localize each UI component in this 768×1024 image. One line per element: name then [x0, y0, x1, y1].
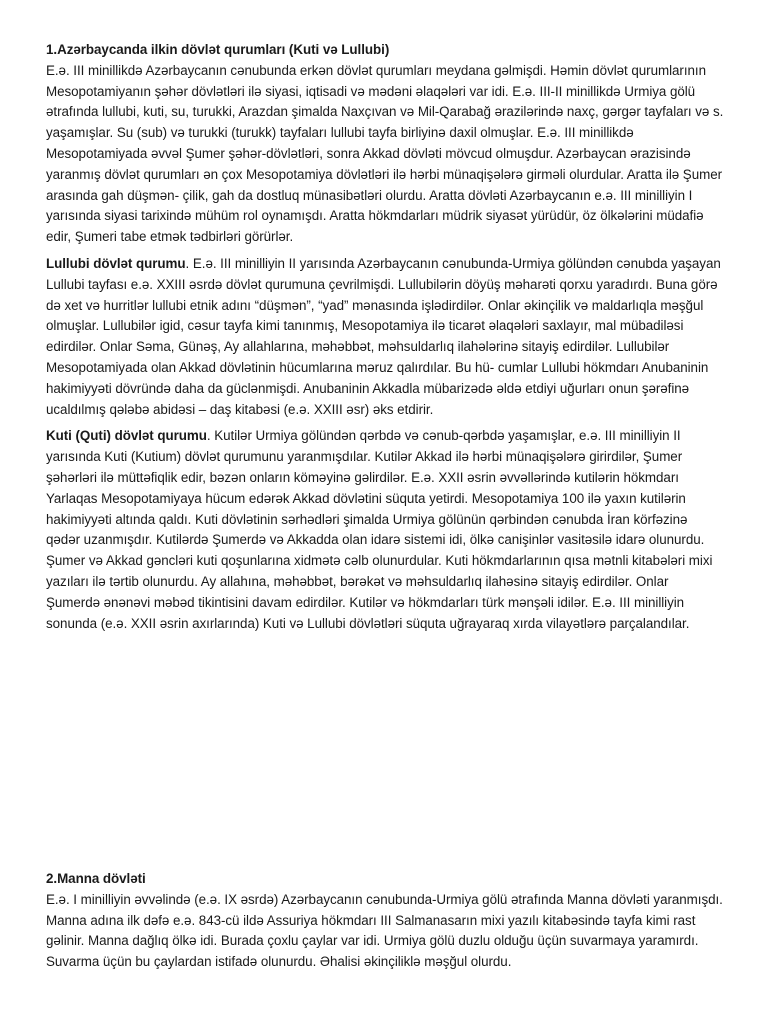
section-2-title: 2.Manna dövləti: [46, 871, 146, 886]
kuti-heading: Kuti (Quti) dövlət qurumu: [46, 428, 207, 444]
kuti-text: . Kutilər Urmiya gölündən qərbdə və cənub-qərbdə yaşamışlar, e.ə. III minilliyin II yarısında Kuti (Kutium) dövlət qurumunu yaranmışdılar. Kutilər Akkad ilə hərbi münaqişələrə girirdilər, Şumer şəhərləri ilə müttəfiqlik edir, bəzən onların köməyinə gəlirdilər. E.ə. XXII əsrin əvvəllərində kutilərin hökmdarı Yarlaqas Mesopotamiyaya hücum edərək Akkad dövlətini süquta yetirdi. Mesopotamiya 100 ilə yaxın kutilərin hakimiyyəti altında qaldı. Kuti dövlətinin sərhədləri şimalda Urmiya gölünün qərbindən cənubda İran körfəzinə qədər uzanmışdır. Kutilərdə Şumerdə və Akkadda olan idarə sistemi idi, ölkə canişinlər vasitəsilə idarə olunurdu. Şumer və Akkad gəncləri kuti qoşunlarına xidmətə cəlb olunurdular. Kuti hökmdarlarının qısa mətnli kitabələri mixi yazıları ilə tərtib olunurdu. Ay allahına, məhəbbət, bərəkət və məhsuldarlıq ilahəsinə sitayiş edirdilər. Onlar Şumerdə ənənəvi məbəd tikintisini davam edirdilər. Kutilər və hökmdarları türk mənşəli idilər. E.ə. III minilliyin sonunda (e.ə. XXII əsrin axırlarında) Kuti və Lullubi dövlətləri süquta uğrayaraq xırda vilayətlərə parçalandılar.: [46, 428, 713, 631]
lullubi-heading: Lullubi dövlət qurumu: [46, 255, 186, 271]
manna-paragraph: E.ə. I minilliyin əvvəlində (e.ə. IX əsrdə) Azərbaycanın cənubunda-Urmiya gölü ətrafında Manna dövləti yaranmışdı. Manna adına ilk dəfə e.ə. 843-cü ildə Assuriya hökmdarı III Salmanasarın mixi yazılı kitabəsində tayfa kimi rast gəlinir. Manna dağlıq ölkə idi. Burada çoxlu çaylar var idi. Urmiya gölü duzlu olduğu üçün suvarmaya yaramırdı. Suvarma üçün bu çaylardan istifadə olunurdu. Əhalisi əkinçiliklə məşğul olurdu.: [46, 891, 723, 970]
section-2: [46, 869, 724, 979]
lullubi-paragraph: [46, 254, 724, 420]
section-1-title: 1.Azərbaycanda ilkin dövlət qurumları (Kuti və Lullubi): [46, 42, 390, 57]
kuti-paragraph: [46, 426, 724, 634]
section-1: [46, 40, 724, 640]
section-1-intro-paragraph: E.ə. III minillikdə Azərbaycanın cənubunda erkən dövlət qurumları meydana gəlmişdi. Həmin dövlət qurumlarının Mesopotamiyanın şəhər dövlətləri ilə siyasi, iqtisadi və mədəni əlaqələri var idi. E.ə. III-II minillikdə Urmiya gölü ətrafında lullubi, kuti, su, turukki, Arazdan şimalda Naxçıvan və Mil-Qarabağ ərazilərində naxç, gərgər tayfaları və s. yaşamışlar. Su (sub) və turukki (turukk) tayfaları lullubi tayfa birliyinə daxil olmuşlar. E.ə. III minillikdə Mesopotamiyada əvvəl Şumer şəhər-dövlətləri, sonra Akkad dövləti mövcud olmuşdur. Azərbaycan ərazisində yaranmış dövlət qurumları ən çox Mesopotamiya dövlətləri ilə hərbi münaqişələrə girməli olurdular. Aratta ilə Şumer arasında gah düşmən- çilik, gah da dostluq münasibətləri olurdu. Aratta dövləti Azərbaycanın e.ə. III minilliyin I yarısında siyasi tarixində mühüm rol oynamışdı. Aratta hökmdarları müdrik siyasət yürüdür, öz ölkələrini müdafiə edir, Şumeri tabe etmək tədbirləri görürlər.: [46, 62, 724, 245]
lullubi-text: . E.ə. III minilliyin II yarısında Azərbaycanın cənubunda-Urmiya gölündən cənubda yaşayan Lullubi tayfası e.ə. XXIII əsrdə dövlət qurumuna çevrilmişdi. Lullubilərin döyüş məharəti qorxu yaradırdı. Buna görə də xet və hurritlər lullubi etnik adını “düşmən”, “yad” mənasında işlədirdilər. Onlar əkinçilik və maldarlıqla məşğul olmuşlar. Lullubilər igid, cəsur tayfa kimi tanınmış, Mesopotamiya ilə ticarət əlaqələri saxlayır, mal mübadiləsi edirdilər. Onlar Səma, Günəş, Ay allahlarına, məhəbbət, məhsuldarlıq ilahələrinə sitayiş edirdilər. Lullubilər Mesopotamiyada olan Akkad dövlətinin hücumlarına məruz qalırdılar. Bu hü- cumlar Lullubi hökmdarı Anubaninin hakimiyyəti dövründə daha da güclənmişdi. Anubaninin Akkadla mübarizədə əldə etdiyi uğurları onun şərəfinə ucaldılmış qələbə abidəsi – daş kitabəsi (e.ə. XXIII əsr) əks etdirir.: [46, 255, 721, 417]
